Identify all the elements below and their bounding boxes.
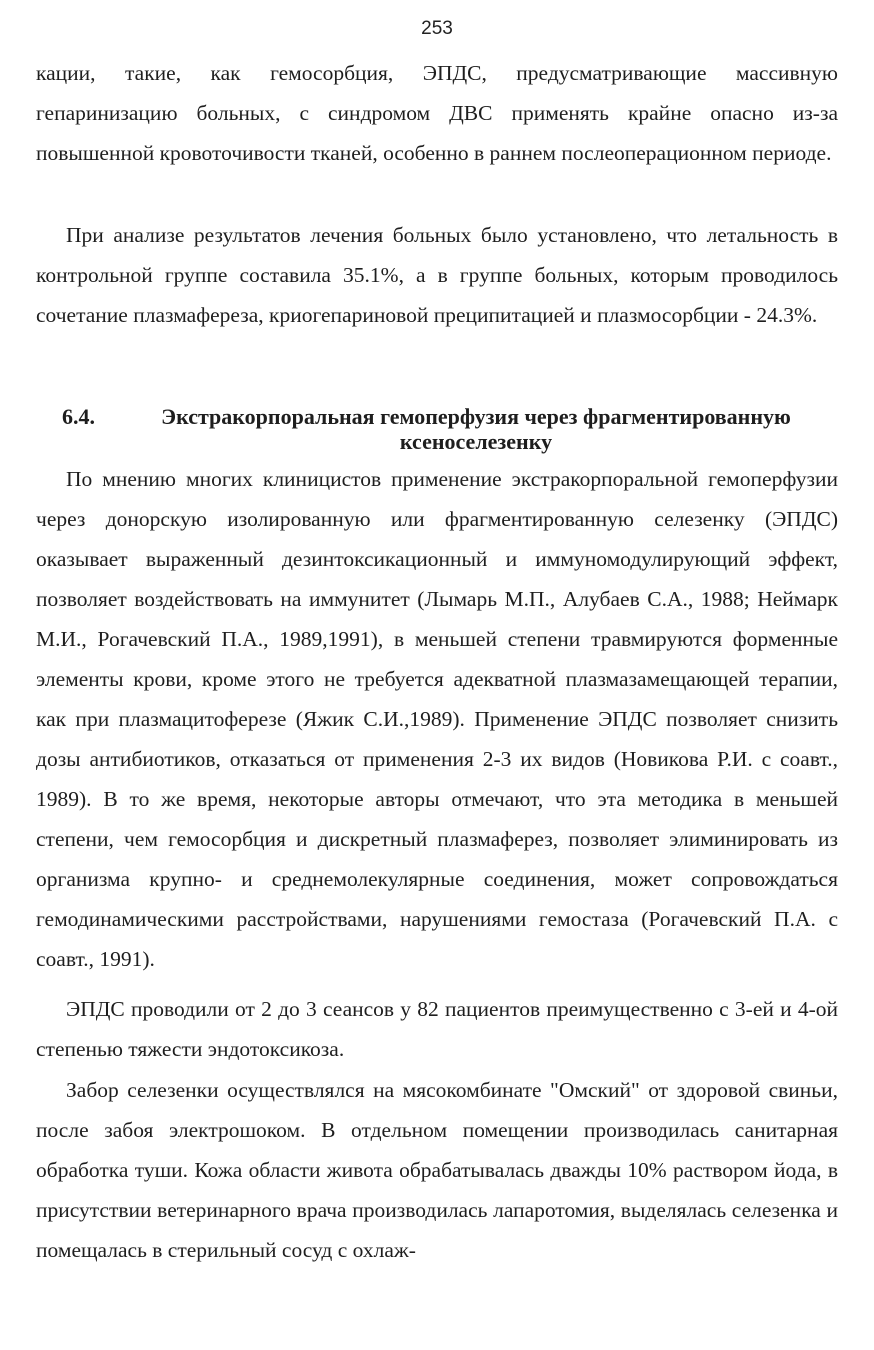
paragraph-mortality-results: При анализе результатов лечения больных было установлено, что летальность в контрольной группе составила 35.1%, а в группе больных, которым проводилось сочетание плазмафереза, криогепариновой преципитацией и плазмосорбции - 24.3%. <box>36 223 838 327</box>
paragraph-epds-overview: По мнению многих клиницистов применение экстракорпоральной гемоперфузии через донорскую изолированную или фрагментированную селезенку (ЭПДС) оказывает выраженный дезинтоксикационный и иммуномодулирующий эффект, позволяет воздействовать на иммунитет (Лымарь М.П., Алубаев С.А., 1988; Неймарк М.И., Рогачевский П.А., 1989,1991), в меньшей степени травмируются форменные элементы крови, кроме этого не требуется адекватной плазмазамещающей терапии, как при плазмацитоферезе (Яжик С.И.,1989). Применение ЭПДС позволяет снизить дозы антибиотиков, отказаться от применения 2-3 их видов (Новикова Р.И. с соавт., 1989). В то же время, некоторые авторы отмечают, что эта методика в меньшей степени, чем гемосорбция и дискретный плазмаферез, позволяет элиминировать из организма крупно- и среднемолекулярные соединения, может сопровождаться гемодинамическими расстройствами, нарушениями гемостаза (Рогачевский П.А. с соавт., 1991). <box>36 467 838 971</box>
paragraph-continuation: кации, такие, как гемосорбция, ЭПДС, предусматривающие массивную гепаринизацию больных, с синдромом ДВС применять крайне опасно из-за повышенной кровоточивости тканей, особенно в раннем послеоперационном периоде. <box>36 61 838 165</box>
section-title: Экстракорпоральная гемоперфузия через фрагментированную ксеноселезенку <box>161 404 791 454</box>
section-heading <box>62 404 822 454</box>
page-number: 253 <box>421 18 453 39</box>
section-number: 6.4. <box>62 404 95 429</box>
paragraph-spleen-harvest: Забор селезенки осуществлялся на мясокомбинате "Омский" от здоровой свиньи, после забоя электрошоком. В отдельном помещении производилась санитарная обработка туши. Кожа области живота обрабатывалась дважды 10% раствором йода, в присутствии ветеринарного врача производилась лапаротомия, выделялась селезенка и помещалась в стерильный сосуд с охлаж- <box>36 1078 838 1262</box>
paragraph-epds-sessions: ЭПДС проводили от 2 до 3 сеансов у 82 пациентов преимущественно с 3-ей и 4-ой степенью тяжести эндотоксикоза. <box>36 997 838 1061</box>
